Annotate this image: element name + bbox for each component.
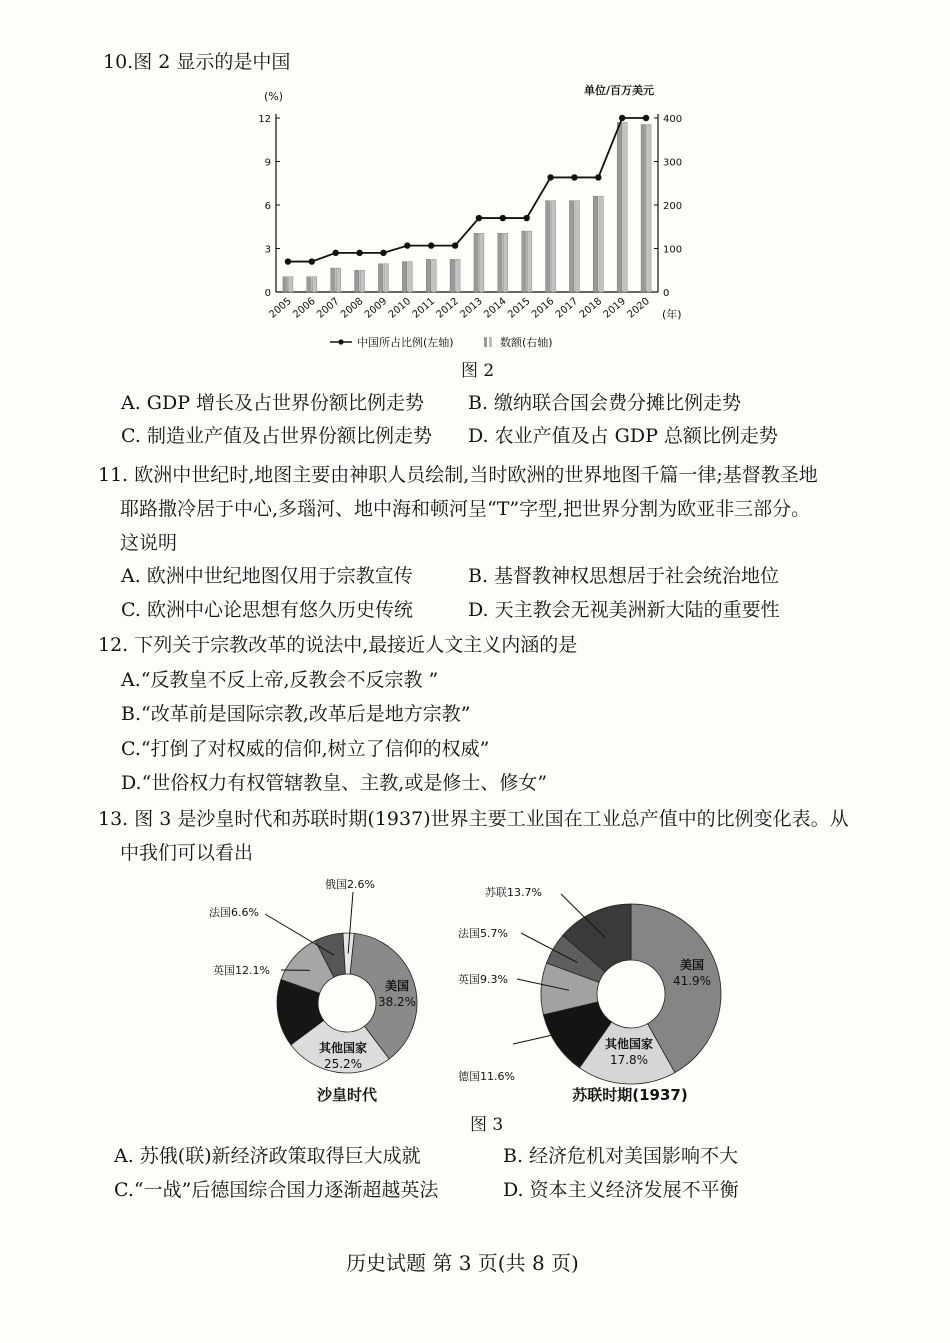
x-tick-label: 2015 [506, 295, 533, 321]
left-tick-label: 9 [264, 157, 271, 169]
line-point [643, 115, 649, 121]
q13-option-a: A. 苏俄(联)新经济政策取得巨大成就 [114, 1145, 421, 1167]
bar [522, 231, 527, 292]
left-tick-label: 0 [264, 288, 271, 299]
bar [360, 270, 365, 292]
line-point [523, 215, 529, 221]
donut-2-title: 苏联时期(1937) [572, 1086, 688, 1104]
bar [283, 277, 288, 292]
bar [426, 259, 431, 292]
x-axis-unit: (年) [662, 308, 682, 321]
q11-option-a: A. 欧洲中世纪地图仅用于宗教宣传 [121, 565, 413, 587]
q10-stem: 10.图 2 显示的是中国 [103, 51, 291, 73]
bar [503, 233, 508, 292]
bar [551, 201, 556, 292]
line-point [309, 258, 315, 264]
donut-slice-value: 41.9% [672, 974, 712, 988]
q12-option-a: A.“反教皇不反上帝,反教会不反宗教 ” [121, 669, 439, 691]
bar [331, 268, 336, 292]
bar [498, 233, 503, 292]
donut-slice-value: 25.2% [323, 1057, 363, 1071]
donut-slice-label: 其他国家 [318, 1041, 368, 1055]
line-point [595, 174, 601, 180]
x-tick-label: 2019 [601, 295, 629, 321]
left-tick-label: 12 [258, 114, 271, 125]
q11-option-b: B. 基督教神权思想居于社会统治地位 [468, 565, 780, 587]
donut-callout-label: 法国5.7% [458, 927, 508, 940]
line-point [428, 242, 434, 248]
donut-slice-label: 美国 [384, 979, 410, 993]
figure-3-donut-charts [205, 876, 725, 1106]
bar [307, 277, 312, 292]
figure-2-chart [258, 82, 683, 352]
bar [623, 122, 628, 292]
q11-stem-line-3: 这说明 [120, 532, 178, 554]
bar [378, 264, 383, 292]
bar [432, 259, 437, 292]
bar [456, 259, 461, 292]
line-point [332, 250, 338, 256]
bar [408, 262, 413, 292]
q11-option-d: D. 天主教会无视美洲新大陆的重要性 [468, 599, 780, 621]
figure-2-caption: 图 2 [461, 361, 495, 381]
donut-callout-label: 苏联13.7% [485, 886, 542, 899]
x-tick-label: 2007 [315, 295, 342, 321]
line-point [285, 258, 291, 264]
donut-slice-label: 其他国家 [604, 1037, 654, 1051]
x-tick-label: 2005 [267, 295, 294, 321]
donut-slice-label: 美国 [679, 958, 705, 972]
bar [402, 262, 407, 292]
right-tick-label: 100 [663, 244, 683, 256]
donut-slice-value: 17.8% [609, 1053, 649, 1067]
x-tick-label: 2014 [482, 295, 509, 321]
q13-stem-line-1: 13. 图 3 是沙皇时代和苏联时期(1937)世界主要工业国在工业总产值中的比例变化表。从 [98, 808, 849, 830]
right-tick-label: 0 [663, 288, 670, 299]
legend-line-label: 中国所占比例(左轴) [357, 336, 454, 349]
leader-line [265, 914, 334, 955]
q11-stem-line-1: 11. 欧洲中世纪时,地图主要由神职人员绘制,当时欧洲的世界地图千篇一律;基督教圣地 [98, 464, 818, 486]
bar [450, 259, 455, 292]
donut-callout-label: 英国9.3% [458, 973, 508, 986]
q10-option-a: A. GDP 增长及占世界份额比例走势 [121, 392, 425, 414]
bar [336, 268, 341, 292]
left-tick-label: 3 [264, 244, 271, 256]
q12-option-c: C.“打倒了对权威的信仰,树立了信仰的权威” [121, 738, 490, 760]
q12-option-b: B.“改革前是国际宗教,改革后是地方宗教” [121, 703, 471, 725]
line-point [476, 215, 482, 221]
series-line [288, 118, 646, 262]
right-tick-label: 300 [663, 157, 683, 169]
left-tick-label: 6 [264, 201, 271, 212]
q11-stem-line-2: 耶路撒冷居于中心,多瑙河、地中海和顿河呈“T”字型,把世界分割为欧亚非三部分。 [120, 498, 811, 520]
donut-callout-label: 俄国2.6% [325, 878, 375, 891]
bar [479, 233, 484, 292]
q10-option-d: D. 农业产值及占 GDP 总额比例走势 [468, 425, 778, 447]
donut-callout-label: 英国12.1% [213, 964, 270, 977]
donut-1-title: 沙皇时代 [316, 1086, 378, 1104]
x-tick-label: 2016 [529, 295, 557, 321]
x-tick-label: 2008 [338, 295, 366, 321]
x-tick-label: 2011 [410, 295, 438, 321]
x-tick-label: 2009 [362, 295, 390, 321]
q13-option-c: C.“一战”后德国综合国力逐渐超越英法 [114, 1179, 439, 1201]
bar [312, 277, 317, 292]
line-point [356, 250, 362, 256]
q13-option-d: D. 资本主义经济发展不平衡 [503, 1179, 739, 1201]
donut-callout-label: 德国11.6% [458, 1070, 515, 1083]
x-tick-label: 2017 [553, 295, 581, 321]
bar [647, 125, 652, 292]
figure-3-caption: 图 3 [470, 1115, 504, 1135]
bar [355, 270, 360, 292]
bar [575, 201, 580, 292]
bar [288, 277, 293, 292]
bar [527, 231, 532, 292]
line-point [404, 242, 410, 248]
q10-option-c: C. 制造业产值及占世界份额比例走势 [121, 425, 432, 447]
line-point [619, 115, 625, 121]
bar [569, 201, 574, 292]
line-point [452, 242, 458, 248]
q10-option-b: B. 缴纳联合国会费分摊比例走势 [468, 392, 742, 414]
bar [617, 122, 622, 292]
x-tick-label: 2020 [625, 295, 652, 321]
x-tick-label: 2018 [577, 295, 605, 321]
x-tick-label: 2012 [434, 295, 461, 321]
bar [593, 196, 598, 292]
bar [641, 125, 646, 292]
q11-option-c: C. 欧洲中心论思想有悠久历史传统 [121, 599, 413, 621]
x-tick-label: 2013 [458, 295, 485, 321]
bar [384, 264, 389, 292]
bar [599, 196, 604, 292]
page-footer: 历史试题 第 3 页(共 8 页) [346, 1251, 579, 1275]
x-tick-label: 2010 [386, 295, 414, 321]
q12-option-d: D.“世俗权力有权管辖教皇、主教,或是修士、修女” [121, 772, 548, 794]
q13-stem-line-2: 中我们可以看出 [120, 842, 254, 864]
right-tick-label: 200 [663, 201, 683, 212]
chart-legend [330, 335, 553, 349]
line-point [547, 174, 553, 180]
q12-stem: 12. 下列关于宗教改革的说法中,最接近人文主义内涵的是 [98, 634, 578, 656]
legend-bar-label: 数额(右轴) [500, 336, 553, 349]
right-tick-label: 400 [663, 114, 683, 125]
q13-option-b: B. 经济危机对美国影响不大 [503, 1145, 739, 1167]
line-point [571, 174, 577, 180]
line-point [500, 215, 506, 221]
donut-slice-value: 38.2% [377, 995, 417, 1009]
bar [474, 233, 479, 292]
x-tick-label: 2006 [291, 295, 318, 321]
right-axis-unit: 单位/百万美元 [584, 84, 655, 97]
left-axis-unit: (%) [264, 90, 284, 103]
donut-callout-label: 法国6.6% [209, 906, 259, 919]
line-point [380, 250, 386, 256]
bar [546, 201, 551, 292]
